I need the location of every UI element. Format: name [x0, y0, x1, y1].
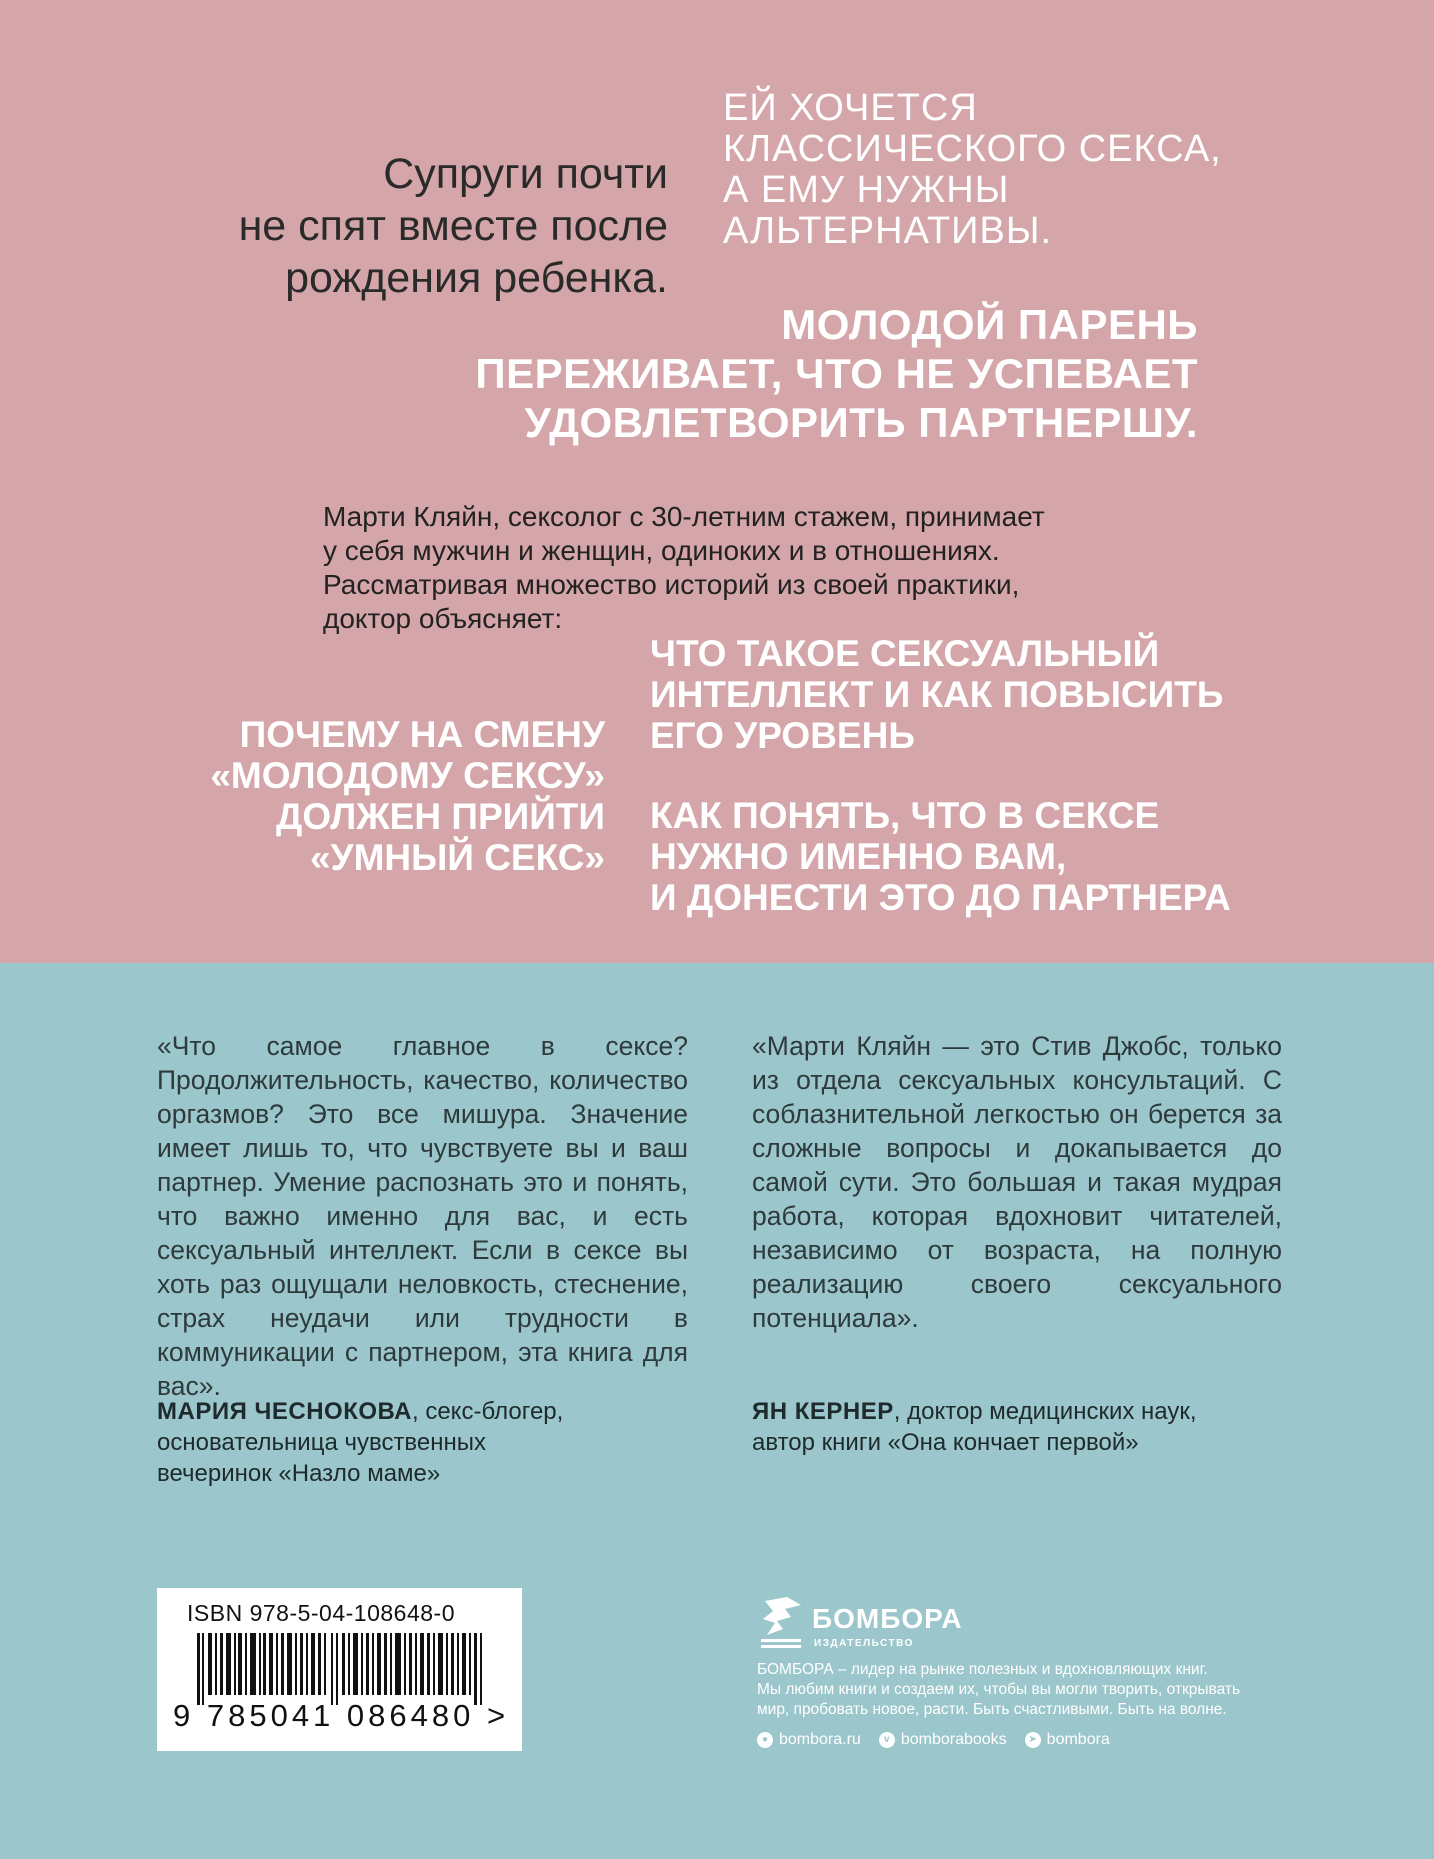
publisher-subtitle: ИЗДАТЕЛЬСТВО: [814, 1638, 914, 1649]
attribution-right: [752, 1396, 1312, 1458]
social-link-telegram[interactable]: [1025, 1731, 1110, 1749]
social-link-web[interactable]: [757, 1731, 861, 1749]
intro-left-text: Супруги почти не спят вместе после рождения ребенка.: [238, 150, 668, 302]
vk-icon: v: [879, 1732, 895, 1748]
point-understand-needs: КАК ПОНЯТЬ, ЧТО В СЕКСЕ НУЖНО ИМЕННО ВАМ, И ДОНЕСТИ ЭТО ДО ПАРТНЕРА: [650, 795, 1231, 918]
social-label-telegram: bombora: [1046, 1731, 1110, 1748]
description: Марти Кляйн, сексолог с 30-летним стажем, принимает у себя мужчин и женщин, одиноких и в отношениях. Рассматривая множество историй из своей практики, доктор объясняет:: [323, 501, 1045, 634]
author-name-left: МАРИЯ ЧЕСНОКОВА: [157, 1398, 412, 1425]
author-role-right: , доктор медицинских наук, автор книги «Она кончает первой»: [752, 1398, 1197, 1456]
isbn-digits: 9 785041 086480 >: [173, 1698, 510, 1733]
publisher-logo-icon: [757, 1595, 807, 1653]
publisher-name: БОМБОРА: [812, 1603, 963, 1634]
point-smart-sex: ПОЧЕМУ НА СМЕНУ «МОЛОДОМУ СЕКСУ» ДОЛЖЕН ПРИЙТИ «УМНЫЙ СЕКС»: [210, 714, 605, 878]
intro-right-text: ЕЙ ХОЧЕТСЯ КЛАССИЧЕСКОГО СЕКСА, А ЕМУ НУЖНЫ АЛЬТЕРНАТИВЫ.: [723, 87, 1222, 252]
attribution-left: [157, 1396, 688, 1489]
isbn-label: ISBN 978-5-04-108648-0: [187, 1600, 455, 1626]
social-label-web: bombora.ru: [779, 1731, 861, 1748]
publisher-description: БОМБОРА – лидер на рынке полезных и вдохновляющих книг. Мы любим книги и создаем их, чтобы вы могли творить, открывать мир, пробовать новое, расти. Быть счастливыми. Быть на волне.: [757, 1661, 1241, 1718]
point-sexual-intellect: ЧТО ТАКОЕ СЕКСУАЛЬНЫЙ ИНТЕЛЛЕКТ И КАК ПОВЫСИТЬ ЕГО УРОВЕНЬ: [650, 633, 1224, 756]
social-link-vk[interactable]: [879, 1731, 1007, 1749]
headline: МОЛОДОЙ ПАРЕНЬ ПЕРЕЖИВАЕТ, ЧТО НЕ УСПЕВАЕТ УДОВЛЕТВОРИТЬ ПАРТНЕРШУ.: [475, 301, 1198, 446]
web-icon: ●: [757, 1732, 773, 1748]
telegram-icon: ➤: [1025, 1732, 1041, 1748]
author-role-left: , секс-блогер, основательница чувственных вечеринок «Назло маме»: [157, 1398, 564, 1487]
quote-left: «Что самое главное в сексе? Продолжительность, качество, количество оргазмов? Это все мишура. Значение имеет лишь то, что чувствуете вы и ваш партнер. Умение распознать это и понять, что важно именно для вас, и есть сексуальный интеллект. Если в сексе вы хоть раз ощущали неловкость, стеснение, страх неудачи или трудности в коммуникации с партнером, эта книга для вас».: [157, 1031, 688, 1401]
author-name-right: ЯН КЕРНЕР: [752, 1398, 894, 1425]
social-links: [757, 1731, 1110, 1749]
quote-right: «Марти Кляйн — это Стив Джобс, только из отдела сексуальных консультаций. С соблазнительной легкостью он берется за сложные вопросы и докапывается до самой сути. Это большая и такая мудрая работа, которая вдохновит читателей, независимо от возраста, на полную реализацию своего сексуального потенциала».: [752, 1031, 1282, 1333]
isbn-barcode-block: [157, 1588, 522, 1751]
barcode-icon: [197, 1633, 485, 1705]
social-label-vk: bomborabooks: [900, 1731, 1007, 1748]
